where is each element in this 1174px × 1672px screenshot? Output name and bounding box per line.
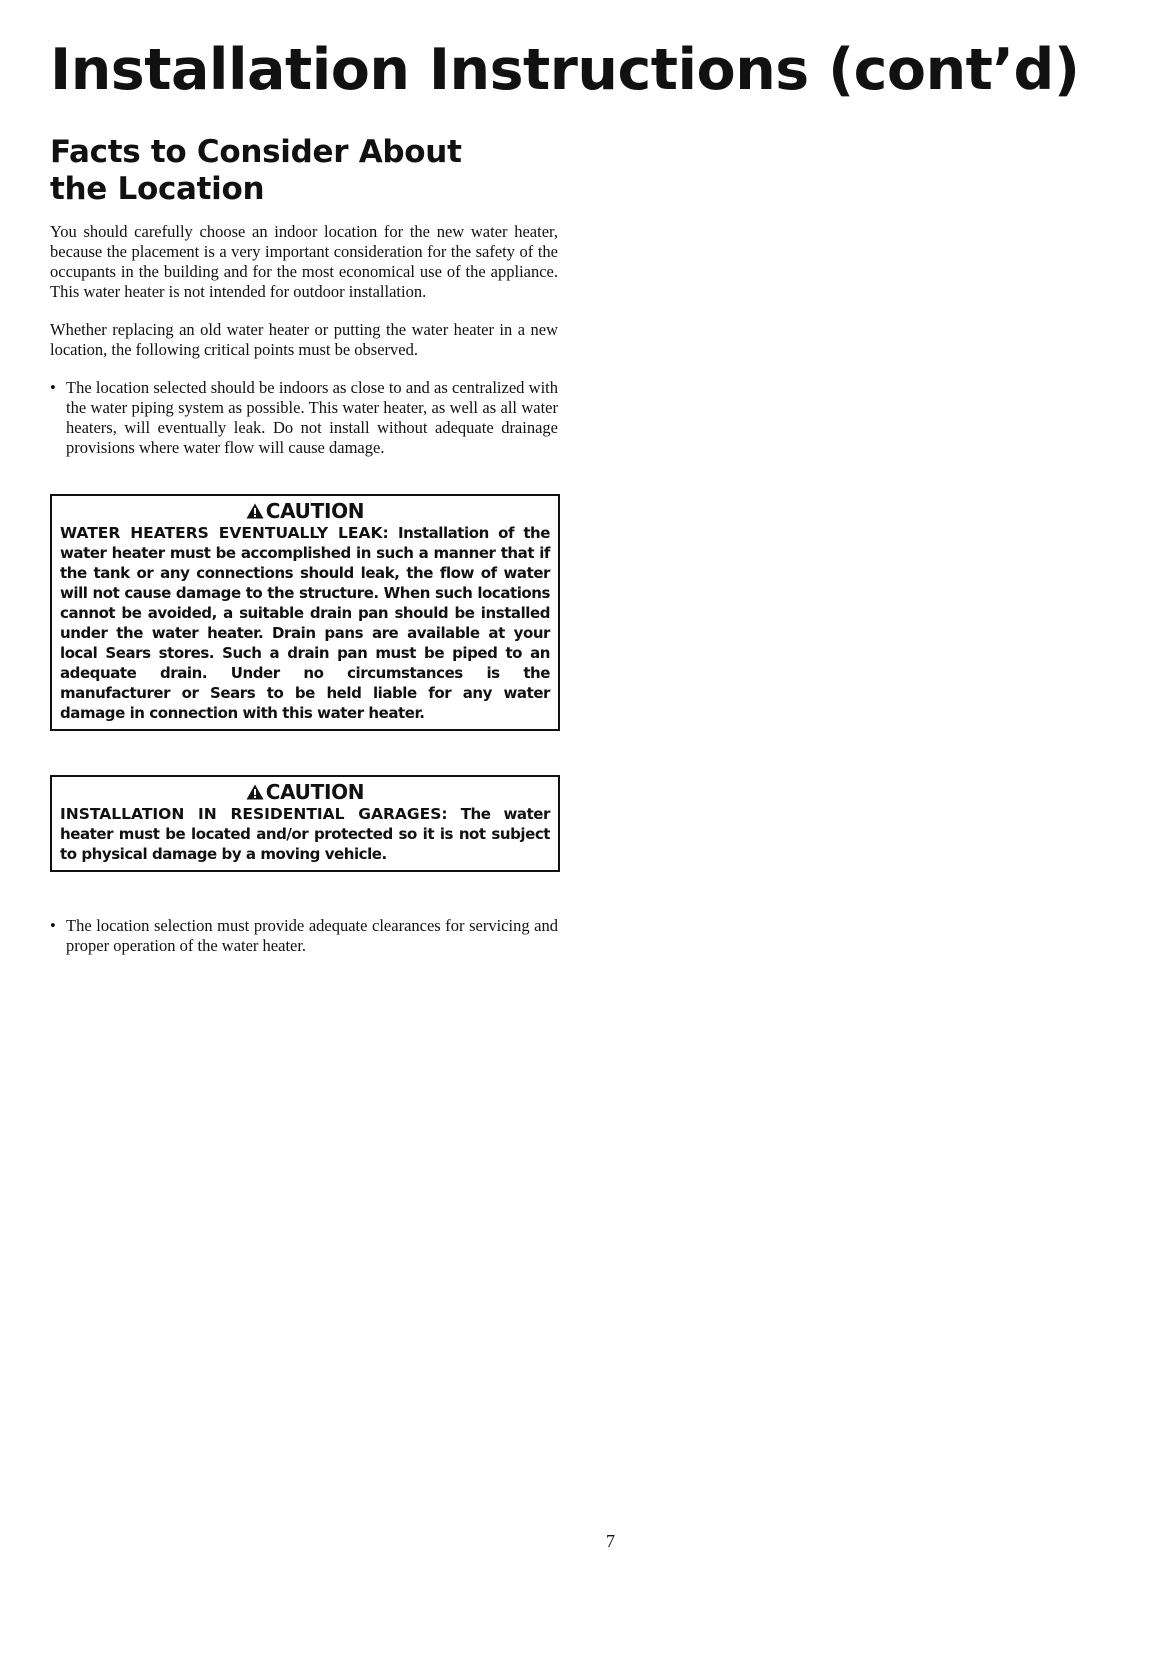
caution-lead: WATER HEATERS EVENTUALLY LEAK:: [60, 524, 389, 542]
caution-box-leak: [50, 494, 560, 731]
bullet-dot: •: [50, 378, 56, 397]
caution-body: Installation of the water heater must be accomplished in such a manner that if the tank or any connections should leak, the flow of water will not cause damage to the structure. When such locations cannot be avoided, a suitable drain pan should be installed under the water heater. Drain pans are available at your local Sears stores. Such a drain pan must be piped to an adequate drain. Under no circumstances is the manufacturer or Sears to be held liable for any water damage in connection with this water heater.: [60, 524, 550, 722]
section-heading-line-2: the Location: [50, 171, 265, 207]
intro-paragraph: You should carefully choose an indoor location for the new water heater, because the placement is a very important consideration for the safety of the occupants in the building and for the most economical use of the appliance. This water heater is not intended for outdoor installation.: [50, 222, 558, 301]
caution-header: [60, 780, 550, 804]
caution-box-garage: [50, 775, 560, 872]
warning-triangle-icon: [246, 784, 264, 800]
bullet-text: The location selection must provide adequate clearances for servicing and proper operation of the water heater.: [66, 916, 558, 955]
caution-text-garage: [60, 804, 550, 864]
caution-text-leak: [60, 523, 550, 723]
page-title: Installation Instructions (cont’d): [50, 37, 1080, 103]
caution-label: CAUTION: [265, 780, 365, 804]
caution-label: CAUTION: [265, 499, 365, 523]
bullet-text: The location selected should be indoors as close to and as centralized with the water piping system as possible. This water heater, as well as all water heaters, will eventually leak. Do not install without adequate drainage provisions where water flow will cause damage.: [66, 378, 558, 457]
bullet-item-indoor-location: [50, 378, 558, 458]
caution-body: The water heater must be located and/or protected so it is not subject to physical damage by a moving vehicle.: [60, 805, 550, 863]
bullet-item-clearances: [50, 916, 558, 956]
warning-triangle-icon: [246, 503, 264, 519]
content-column: [50, 222, 558, 974]
page-number: 7: [606, 1531, 615, 1551]
caution-header: [60, 499, 550, 523]
replacement-paragraph: Whether replacing an old water heater or putting the water heater in a new location, the following critical points must be observed.: [50, 320, 558, 359]
section-heading: [50, 134, 462, 208]
bullet-dot: •: [50, 916, 56, 935]
section-heading-line-1: Facts to Consider About: [50, 134, 462, 170]
caution-lead: INSTALLATION IN RESIDENTIAL GARAGES:: [60, 805, 448, 823]
